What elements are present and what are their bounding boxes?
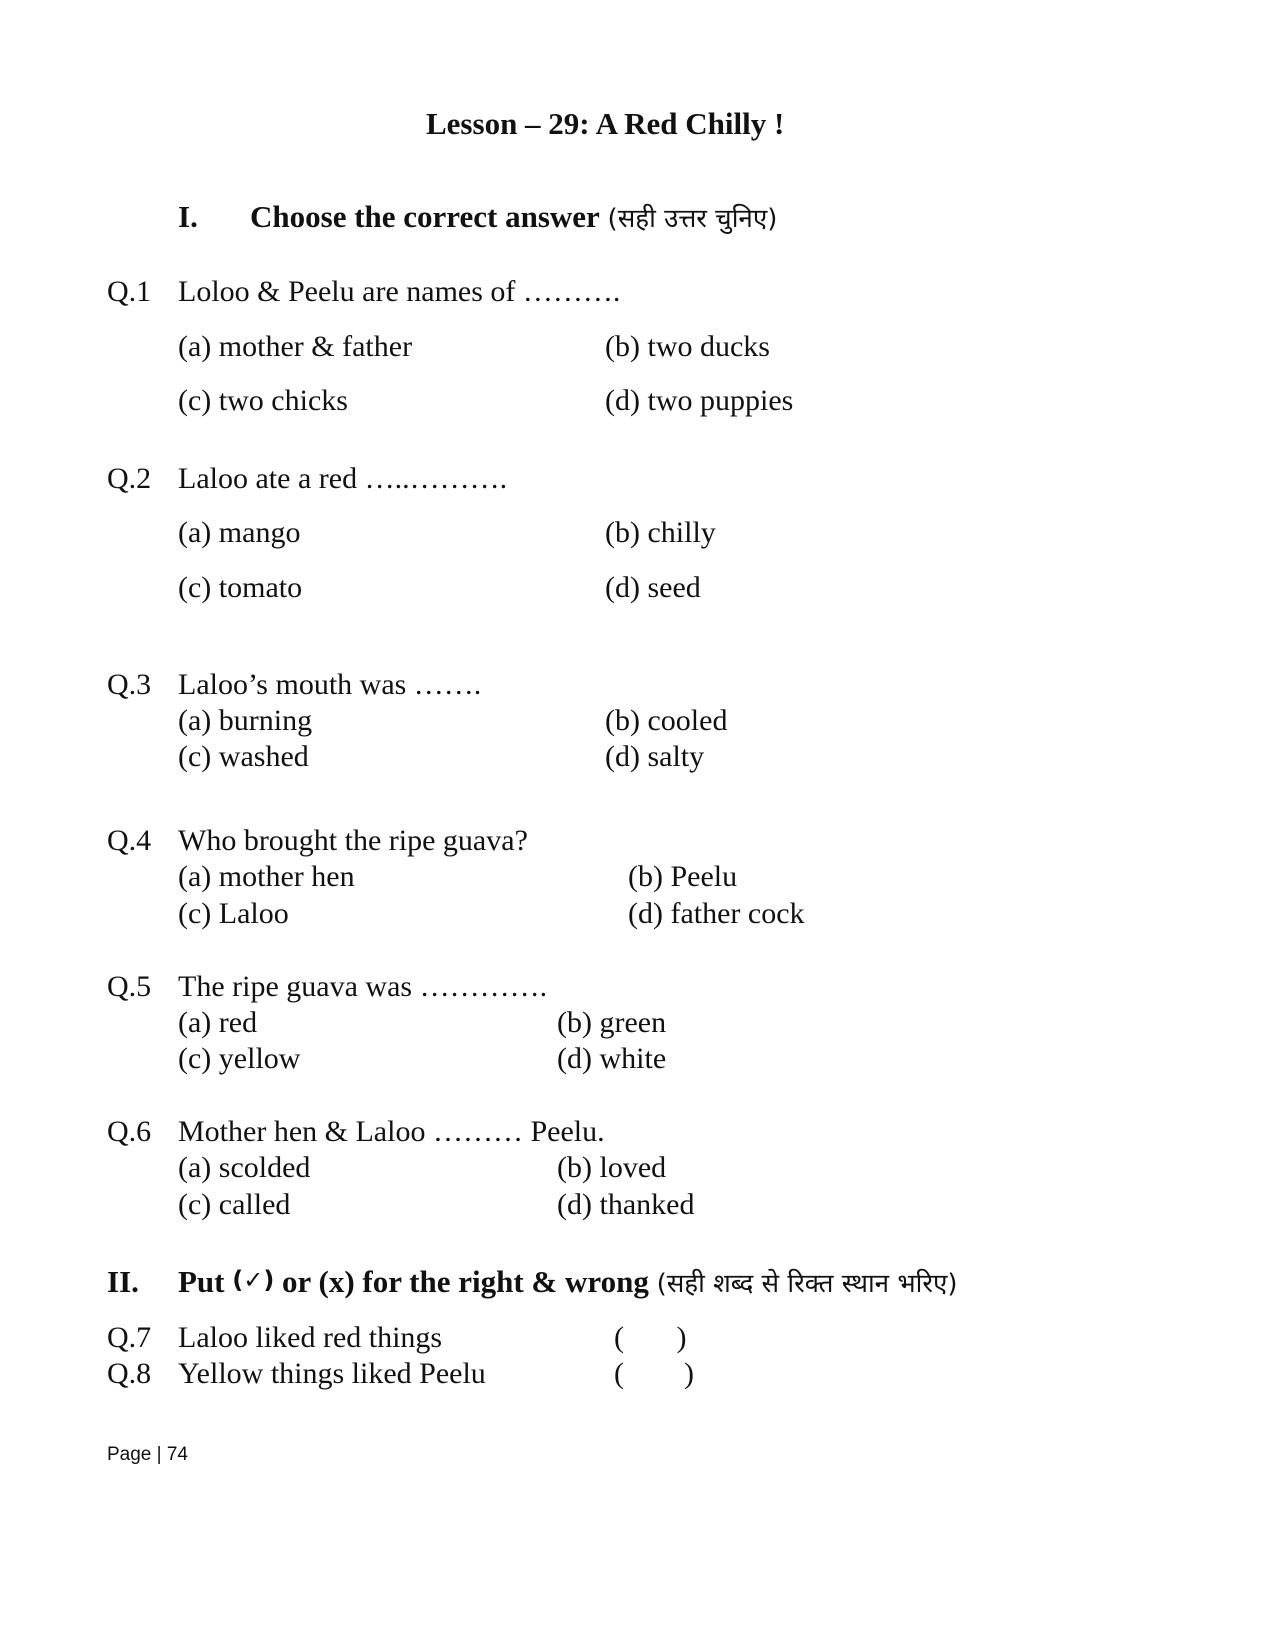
option-a: (a) mother & father — [178, 330, 413, 363]
question-text: Laloo ate a red …..………. — [178, 462, 508, 495]
section-1-hindi: (सही उत्तर चुनिए) — [607, 204, 778, 234]
question-number: Q.4 — [107, 824, 152, 857]
option-d: (d) salty — [605, 740, 705, 773]
question-text: Who brought the ripe guava? — [178, 824, 528, 857]
section-1-heading-text: Choose the correct answer — [250, 199, 600, 234]
option-d: (d) thanked — [557, 1188, 695, 1221]
option-b: (b) cooled — [605, 704, 728, 737]
option-c: (c) Laloo — [178, 897, 289, 930]
option-b: (b) loved — [557, 1151, 667, 1184]
option-b: (b) Peelu — [628, 860, 738, 893]
option-a: (a) scolded — [178, 1151, 311, 1184]
option-a: (a) red — [178, 1006, 258, 1039]
option-b: (b) two ducks — [605, 330, 770, 363]
option-b: (b) green — [557, 1006, 667, 1039]
answer-blank[interactable]: ( ) — [614, 1321, 687, 1354]
option-c: (c) tomato — [178, 571, 303, 604]
question-text: Yellow things liked Peelu — [178, 1357, 486, 1390]
answer-blank[interactable]: ( ) — [614, 1357, 694, 1390]
section-2-hindi: (सही शब्द से रिक्त स्थान भरिए) — [656, 1269, 958, 1299]
option-d: (d) two puppies — [605, 384, 794, 417]
question-number: Q.5 — [107, 970, 152, 1003]
option-a: (a) burning — [178, 704, 313, 737]
section-1-heading — [250, 199, 777, 235]
question-text: The ripe guava was …………. — [178, 970, 548, 1003]
option-c: (c) called — [178, 1188, 291, 1221]
section-2-numeral: II. — [107, 1264, 139, 1299]
section-1-numeral: I. — [178, 199, 198, 234]
tick-icon: (✓) — [232, 1266, 275, 1294]
question-number: Q.8 — [107, 1357, 152, 1390]
question-number: Q.2 — [107, 462, 152, 495]
option-c: (c) yellow — [178, 1042, 301, 1075]
question-number: Q.6 — [107, 1115, 152, 1148]
option-d: (d) white — [557, 1042, 667, 1075]
question-number: Q.3 — [107, 668, 152, 701]
section-2-heading-put: Put — [178, 1264, 225, 1299]
question-text: Laloo liked red things — [178, 1321, 443, 1354]
question-text: Loloo & Peelu are names of ………. — [178, 275, 621, 308]
option-a: (a) mango — [178, 516, 301, 549]
question-text: Mother hen & Laloo ……… Peelu. — [178, 1115, 605, 1148]
option-c: (c) two chicks — [178, 384, 348, 417]
question-number: Q.1 — [107, 275, 152, 308]
option-d: (d) seed — [605, 571, 701, 604]
option-c: (c) washed — [178, 740, 309, 773]
option-d: (d) father cock — [628, 897, 805, 930]
option-b: (b) chilly — [605, 516, 716, 549]
question-number: Q.7 — [107, 1321, 152, 1354]
page-title: Lesson – 29: A Red Chilly ! — [426, 106, 785, 141]
section-2-heading — [178, 1264, 958, 1300]
section-2-heading-rest: or (x) for the right & wrong — [282, 1264, 649, 1299]
page-footer: Page | 74 — [107, 1444, 189, 1465]
option-a: (a) mother hen — [178, 860, 355, 893]
question-text: Laloo’s mouth was ……. — [178, 668, 482, 701]
